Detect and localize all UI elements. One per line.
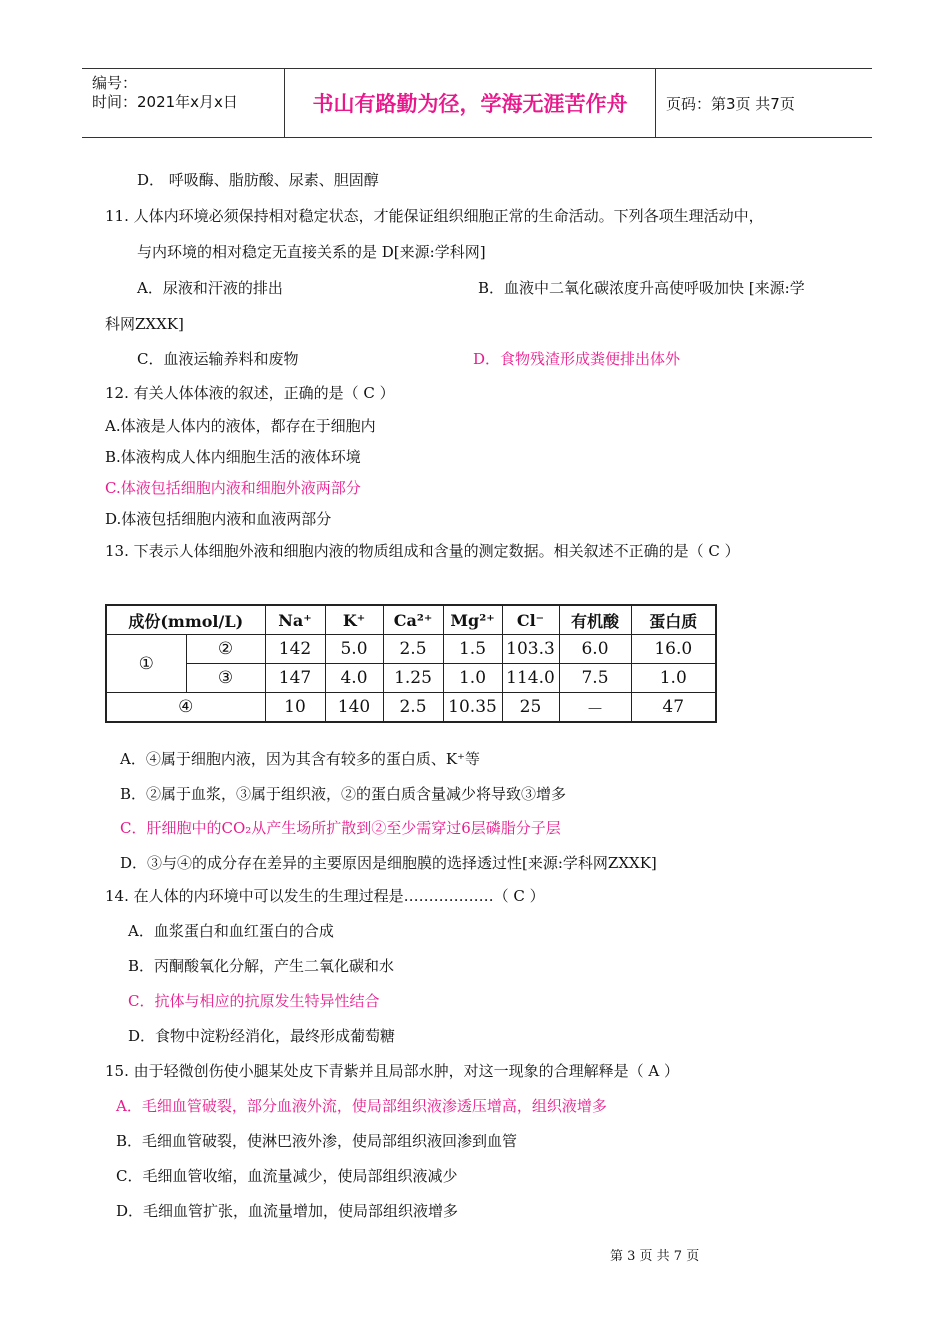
time-label: 时间：2021年x月x日 [92, 93, 238, 111]
q14-option-c: C．抗体与相应的抗原发生特异性结合 [128, 992, 380, 1010]
q15-stem: 15. 由于轻微创伤使小腿某处皮下青紫并且局部水肿，对这一现象的合理解释是（ A ） [105, 1062, 679, 1080]
table-cell: 16.0 [631, 635, 716, 664]
table-cell: 1.5 [443, 635, 502, 664]
q11-stem: 11. 人体内环境必须保持相对稳定状态，才能保证组织细胞正常的生命活动。下列各项生理活动中， [105, 207, 764, 225]
table-cell: 47 [631, 693, 716, 723]
q12-option-d: D.体液包括细胞内液和血液两部分 [105, 510, 332, 528]
table-cell: 1.25 [383, 664, 443, 693]
table-cell: 10 [265, 693, 325, 723]
q13-option-d: D．③与④的成分存在差异的主要原因是细胞膜的选择透过性[来源:学科网ZXXK] [120, 854, 657, 872]
q15-option-b: B．毛细血管破裂，使淋巴液外渗，使局部组织液回渗到血管 [116, 1132, 518, 1150]
q12-stem: 12. 有关人体体液的叙述，正确的是（ C ） [105, 384, 395, 402]
number-label: 编号： [92, 74, 138, 92]
row-label: ③ [186, 664, 265, 693]
table-cell: 1.0 [443, 664, 502, 693]
table-cell: 140 [325, 693, 383, 723]
table-header: K⁺ [325, 605, 383, 635]
q12-option-a: A.体液是人体内的液体，都存在于细胞内 [105, 417, 376, 435]
q13-stem: 13. 下表示人体细胞外液和细胞内液的物质组成和含量的测定数据。相关叙述不正确的是（ C ） [105, 542, 740, 560]
q14-option-b: B．丙酮酸氧化分解，产生二氧化碳和水 [128, 957, 395, 975]
composition-table [105, 604, 717, 723]
table-header: 成份(mmol/L) [106, 605, 265, 635]
table-cell: 7.5 [559, 664, 631, 693]
table-cell: 1.0 [631, 664, 716, 693]
table-cell: 6.0 [559, 635, 631, 664]
q11-option-b-cont: 科网ZXXK] [105, 315, 184, 333]
table-cell: 2.5 [383, 635, 443, 664]
table-cell: 25 [502, 693, 559, 723]
table-header: Cl⁻ [502, 605, 559, 635]
table-cell: 114.0 [502, 664, 559, 693]
q11-stem-2: 与内环境的相对稳定无直接关系的是 D[来源:学科网] [137, 243, 486, 261]
q12-option-b: B.体液构成人体内细胞生活的液体环境 [105, 448, 361, 466]
q11-option-a: A．尿液和汗液的排出 [137, 279, 283, 297]
q11-option-b: B．血液中二氧化碳浓度升高使呼吸加快 [来源:学 [478, 279, 805, 297]
table-cell: 4.0 [325, 664, 383, 693]
q10-option-d: D． 呼吸酶、脂肪酸、尿素、胆固醇 [137, 171, 379, 189]
header-meta [82, 69, 285, 137]
table-cell: 10.35 [443, 693, 502, 723]
q13-option-c: C．肝细胞中的CO₂从产生场所扩散到②至少需穿过6层磷脂分子层 [120, 819, 561, 837]
q11-option-d: D．食物残渣形成粪便排出体外 [473, 350, 681, 368]
table-cell: 147 [265, 664, 325, 693]
table-cell: 103.3 [502, 635, 559, 664]
table-header: Na⁺ [265, 605, 325, 635]
q14-stem: 14. 在人体的内环境中可以发生的生理过程是………………（ C ） [105, 887, 545, 905]
row-label: ④ [106, 693, 265, 723]
q14-option-a: A．血浆蛋白和血红蛋白的合成 [128, 922, 334, 940]
table-header: 蛋白质 [631, 605, 716, 635]
table-cell: 2.5 [383, 693, 443, 723]
q11-option-c: C．血液运输养料和废物 [137, 350, 299, 368]
q15-option-d: D．毛细血管扩张，血流量增加，使局部组织液增多 [116, 1202, 459, 1220]
table-cell: 5.0 [325, 635, 383, 664]
table-header: Ca²⁺ [383, 605, 443, 635]
motto: 书山有路勤为径，学海无涯苦作舟 [285, 69, 656, 137]
q13-option-b: B．②属于血浆，③属于组织液，②的蛋白质含量减少将导致③增多 [120, 785, 567, 803]
q12-option-c: C.体液包括细胞内液和细胞外液两部分 [105, 479, 361, 497]
group-label: ① [106, 635, 186, 693]
q15-option-a: A．毛细血管破裂，部分血液外流，使局部组织液渗透压增高，组织液增多 [116, 1097, 607, 1115]
table-header: Mg²⁺ [443, 605, 502, 635]
page-footer: 第 3 页 共 7 页 [610, 1249, 700, 1264]
q14-option-d: D．食物中淀粉经消化，最终形成葡萄糖 [128, 1027, 396, 1045]
table-cell: － [559, 693, 631, 723]
table-row [106, 693, 716, 723]
page-info: 页码：第3页 共7页 [666, 94, 795, 113]
q15-option-c: C．毛细血管收缩，血流量减少，使局部组织液减少 [116, 1167, 458, 1185]
table-row [106, 635, 716, 664]
row-label: ② [186, 635, 265, 664]
table-header-row [106, 605, 716, 635]
table-cell: 142 [265, 635, 325, 664]
table-row [106, 664, 716, 693]
table-header: 有机酸 [559, 605, 631, 635]
q13-option-a: A．④属于细胞内液，因为其含有较多的蛋白质、K⁺等 [120, 750, 480, 768]
page-header [82, 68, 872, 138]
